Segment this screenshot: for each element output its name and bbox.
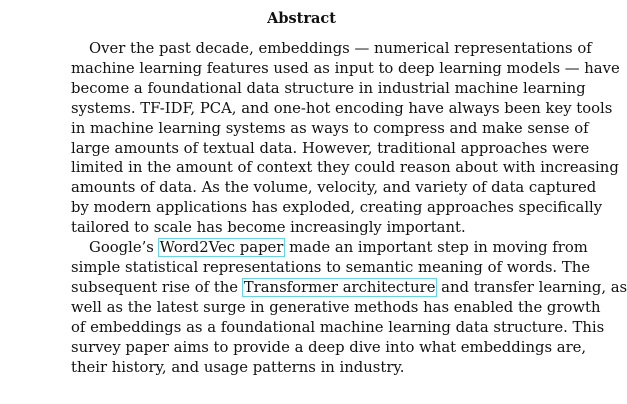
paragraph-2-line-6: survey paper aims to provide a deep dive into what embeddings are,	[71, 338, 587, 356]
paragraph-1-line-9: by modern applications has exploded, creating approaches specifically	[71, 199, 603, 217]
paragraph-1-line-6: large amounts of textual data. However, traditional approaches were	[71, 139, 590, 157]
paragraph-2-line-3-after: and transfer learning, as	[441, 278, 627, 296]
paragraph-2-line-1-after: made an important step in moving from	[289, 239, 588, 257]
transformer-architecture-link[interactable]: Transformer architecture	[243, 278, 436, 296]
paragraph-1-line-4: systems. TF-IDF, PCA, and one-hot encoding have always been key tools	[71, 99, 613, 117]
abstract-paragraph-2	[53, 238, 627, 377]
paragraph-1-line-10: tailored to scale has become increasingly important.	[71, 219, 466, 237]
paragraph-1-line-5: in machine learning systems as ways to compress and make sense of	[71, 119, 589, 137]
paragraph-2-line-1	[53, 238, 588, 258]
abstract-title: Abstract	[267, 10, 336, 27]
paragraph-2-line-4: well as the latest surge in generative methods has enabled the growth	[71, 298, 601, 316]
paragraph-1-line-7: limited in the amount of context they could reason about with increasing	[71, 159, 619, 177]
paragraph-1-line-3: become a foundational data structure in industrial machine learning	[71, 79, 586, 97]
abstract-section	[53, 9, 627, 377]
paragraph-2-line-7: their history, and usage patterns in industry.	[71, 358, 405, 376]
paragraph-2-line-5: of embeddings as a foundational machine learning data structure. This	[71, 318, 605, 336]
abstract-paragraph-1	[53, 39, 620, 238]
paragraph-1-line-2: machine learning features used as input to deep learning models — have	[71, 59, 620, 77]
paragraph-2-line-3	[53, 278, 627, 298]
word2vec-paper-link[interactable]: Word2Vec paper	[159, 239, 284, 257]
paragraph-2-line-2: simple statistical representations to semantic meaning of words. The	[71, 258, 590, 276]
paragraph-1-line-1: Over the past decade, embeddings — numerical representations of	[89, 40, 592, 57]
paragraph-2-line-3-before: subsequent rise of the	[71, 278, 239, 296]
paragraph-1-line-8: amounts of data. As the volume, velocity, and variety of data captured	[71, 179, 597, 197]
paragraph-2-line-1-before: Google’s	[89, 239, 154, 257]
